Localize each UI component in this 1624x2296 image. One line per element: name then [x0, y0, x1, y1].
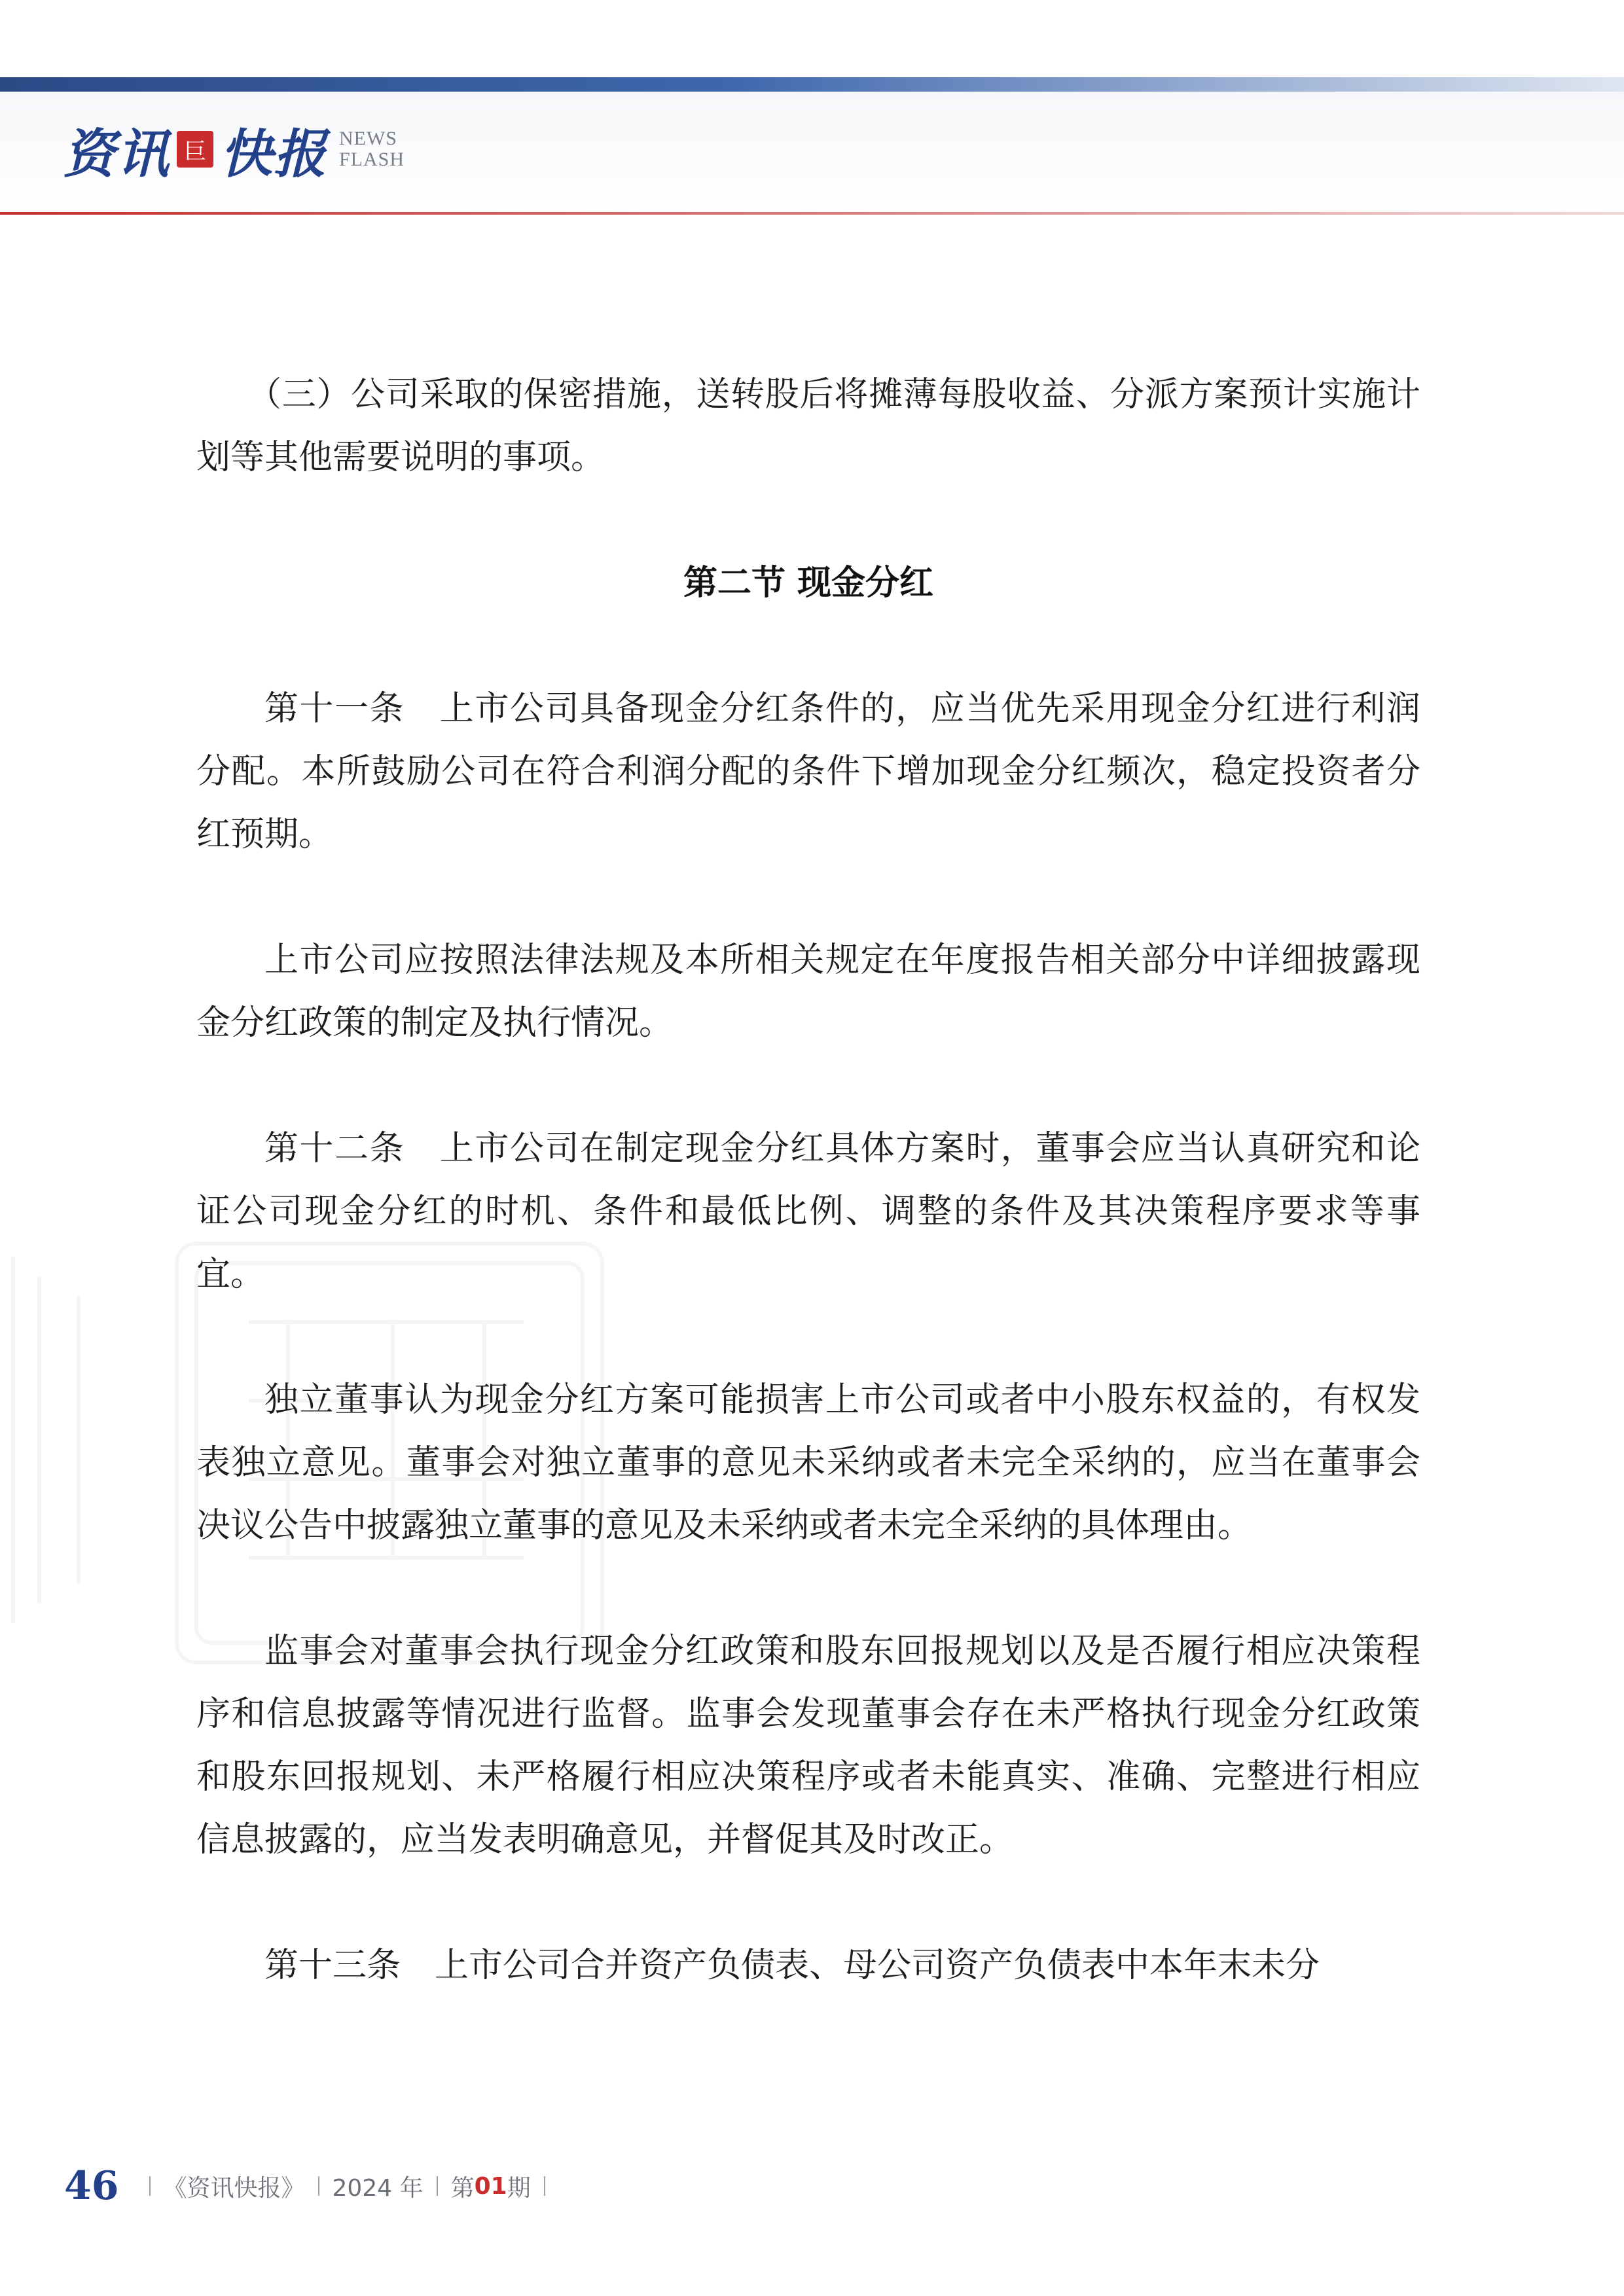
section-title: 第二节 现金分红 — [683, 564, 934, 603]
page-footer — [64, 2160, 558, 2212]
logo-text-left: 资讯 — [63, 122, 170, 185]
page-number: 46 — [64, 2163, 119, 2209]
issue-number: 01 — [474, 2172, 507, 2200]
paragraph-supervisory-board: 监事会对董事会执行现金分红政策和股东回报规划以及是否履行相应决策程序和信息披露等情况进行监督。监事会发现董事会存在未严格执行现金分红政策和股东回报规划、未严格履行相应决策程序或者未能真实、准确、完整进行相应信息披露的，应当发表明确意见，并督促其及时改正。 — [196, 1632, 1420, 1859]
paragraph-disclosure: 上市公司应按照法律法规及本所相关规定在年度报告相关部分中详细披露现金分红政策的制定及执行情况。 — [196, 941, 1420, 1043]
footer-separator — [437, 2176, 438, 2196]
header-divider — [0, 212, 1624, 215]
masthead-logo — [63, 110, 405, 188]
issue-prefix: 第 — [450, 2174, 475, 2202]
footer-separator — [544, 2176, 545, 2196]
paragraph-article-12: 第十二条 上市公司在制定现金分红具体方案时，董事会应当认真研究和论证公司现金分红的时机、条件和最低比例、调整的条件及其决策程序要求等事宜。 — [196, 1129, 1420, 1294]
footer-separator — [149, 2176, 151, 2196]
logo-seal-icon: 巨 — [177, 131, 213, 168]
paragraph-1: （三）公司采取的保密措施，送转股后将摊薄每股收益、分派方案预计实施计划等其他需要说明的事项。 — [196, 375, 1420, 477]
logo-english-line1: NEWS — [339, 128, 397, 149]
article-body — [196, 363, 1420, 1997]
logo-english-line2: FLASH — [339, 149, 405, 170]
header-top-band — [0, 77, 1624, 92]
footer-separator — [318, 2176, 319, 2196]
logo-text-right: 快报 — [220, 122, 327, 185]
publication-year: 2024 年 — [332, 2174, 424, 2202]
paragraph-article-13: 第十三条 上市公司合并资产负债表、母公司资产负债表中本年末未分 — [264, 1946, 1320, 1985]
paragraph-article-11: 第十一条 上市公司具备现金分红条件的，应当优先采用现金分红进行利润分配。本所鼓励公司在符合利润分配的条件下增加现金分红频次，稳定投资者分红预期。 — [196, 689, 1420, 854]
issue-suffix: 期 — [507, 2174, 531, 2202]
publication-name: 《资讯快报》 — [163, 2174, 305, 2202]
paragraph-independent-directors: 独立董事认为现金分红方案可能损害上市公司或者中小股东权益的，有权发表独立意见。董事会对独立董事的意见未采纳或者未完全采纳的，应当在董事会决议公告中披露独立董事的意见及未采纳或者未完全采纳的具体理由。 — [196, 1380, 1420, 1545]
logo-english — [339, 128, 405, 170]
